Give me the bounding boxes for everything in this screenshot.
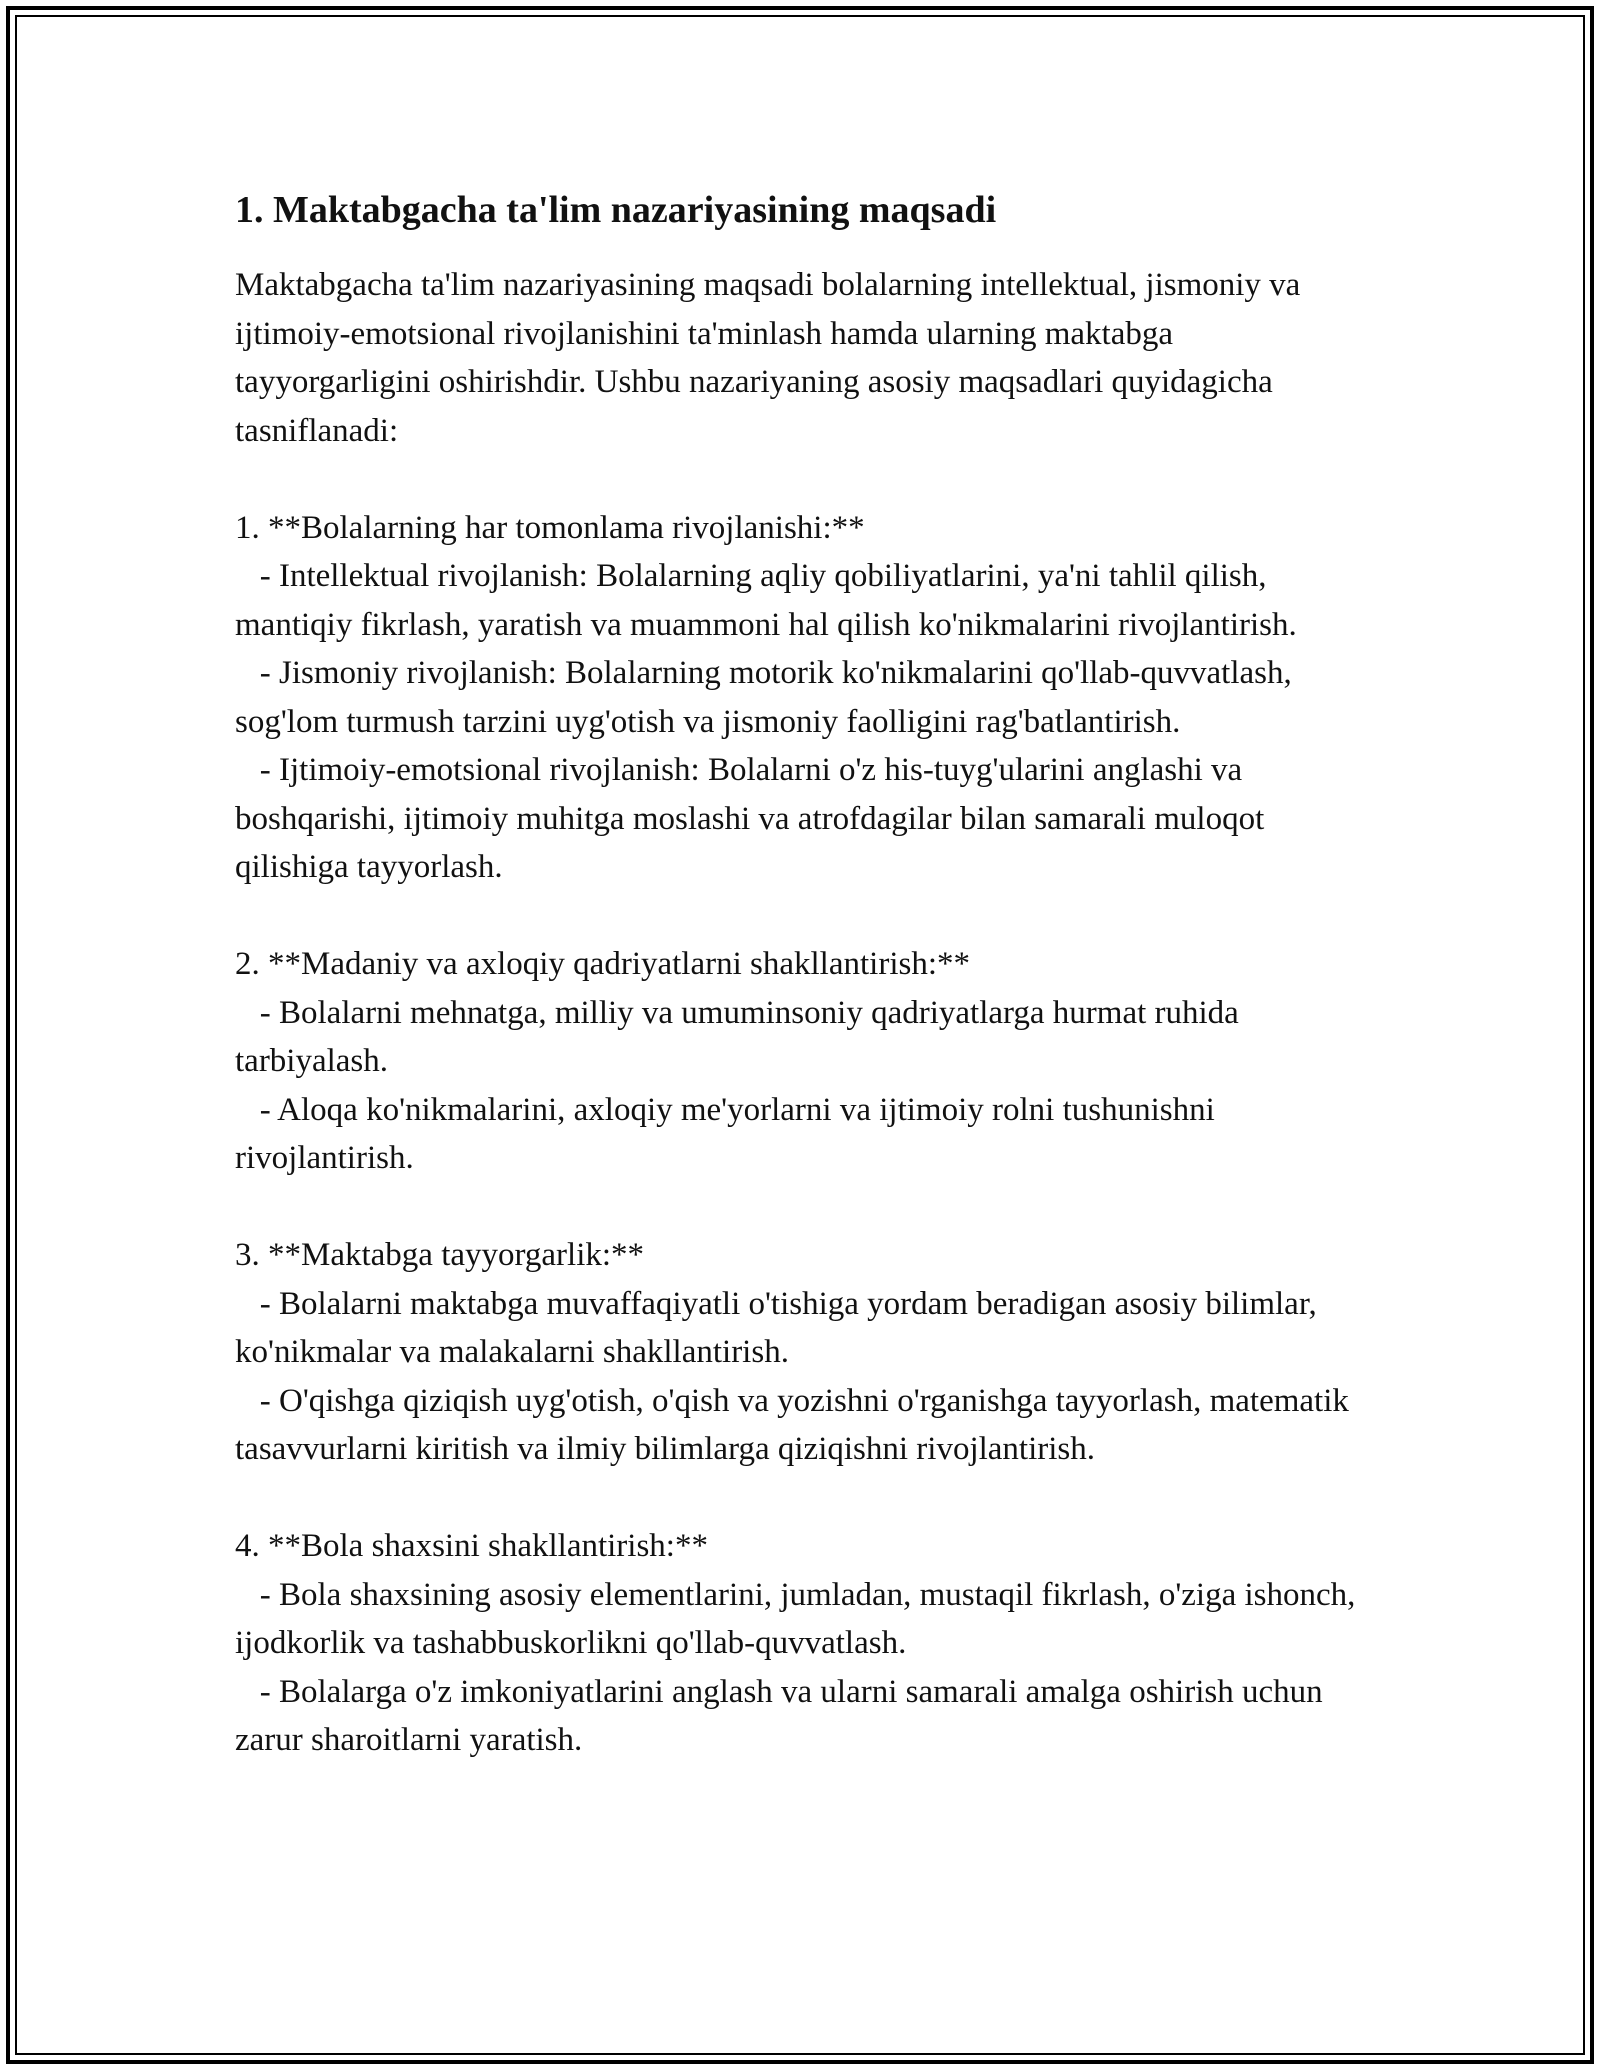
list-item: - Intellektual rivojlanish: Bolalarning aqliy qobiliyatlarini, ya'ni tahlil qilish, mantiqiy fikrlash, yaratish va muammoni hal qilish ko'nikmalarini rivojlantirish.	[235, 558, 1297, 643]
spacer	[235, 455, 1365, 504]
section-heading: 2. **Madaniy va axloqiy qadriyatlarni shakllantirish:**	[235, 946, 971, 982]
document-body	[235, 185, 1365, 1765]
list-item: - Bolalarga o'z imkoniyatlarini anglash va ularni samarali amalga oshirish uchun zarur sharoitlarni yaratish.	[235, 1673, 1331, 1758]
list-item: - Bolalarni maktabga muvaffaqiyatli o'tishiga yordam beradigan asosiy bilimlar, ko'nikmalar va malakalarni shakllantirish.	[235, 1285, 1325, 1370]
document-title: 1. Maktabgacha ta'lim nazariyasining maqsadi	[235, 189, 997, 231]
section-4	[235, 1522, 1365, 1765]
section-3	[235, 1231, 1365, 1474]
spacer	[235, 1183, 1365, 1232]
list-item: - Bolalarni mehnatga, milliy va umuminsoniy qadriyatlarga hurmat ruhida tarbiyalash.	[235, 994, 1248, 1079]
list-item: - Ijtimoiy-emotsional rivojlanish: Bolalarni o'z his-tuyg'ularini anglashi va boshqarishi, ijtimoiy muhitga moslashi va atrofdagilar bilan samarali muloqot qilishiga tayyorlash.	[235, 752, 1273, 885]
spacer	[235, 1474, 1365, 1523]
intro-paragraph: Maktabgacha ta'lim nazariyasining maqsadi bolalarning intellektual, jismoniy va ijtimoiy-emotsional rivojlanishini ta'minlash hamda ularning maktabga tayyorgarligini oshirishdir. Ushbu nazariyaning asosiy maqsadlari quyidagicha tasniflanadi:	[235, 267, 1301, 449]
list-item: - Aloqa ko'nikmalarini, axloqiy me'yorlarni va ijtimoiy rolni tushunishni rivojlantirish.	[235, 1091, 1224, 1176]
list-item: - Bola shaxsining asosiy elementlarini, jumladan, mustaqil fikrlash, o'ziga ishonch, ijodkorlik va tashabbuskorlikni qo'llab-quvvatlash.	[235, 1576, 1364, 1661]
section-heading: 3. **Maktabga tayyorgarlik:**	[235, 1237, 645, 1273]
list-item: - O'qishga qiziqish uyg'otish, o'qish va yozishni o'rganishga tayyorlash, matematik tasavvurlarni kiritish va ilmiy bilimlarga qiziqishni rivojlantirish.	[235, 1382, 1358, 1467]
section-1	[235, 504, 1365, 892]
list-item: - Jismoniy rivojlanish: Bolalarning motorik ko'nikmalarini qo'llab-quvvatlash, sog'lom turmush tarzini uyg'otish va jismoniy faolligini rag'batlantirish.	[235, 655, 1301, 740]
section-heading: 1. **Bolalarning har tomonlama rivojlanishi:**	[235, 509, 865, 546]
section-2	[235, 940, 1365, 1183]
section-heading: 4. **Bola shaxsini shakllantirish:**	[235, 1528, 708, 1564]
spacer	[235, 892, 1365, 941]
